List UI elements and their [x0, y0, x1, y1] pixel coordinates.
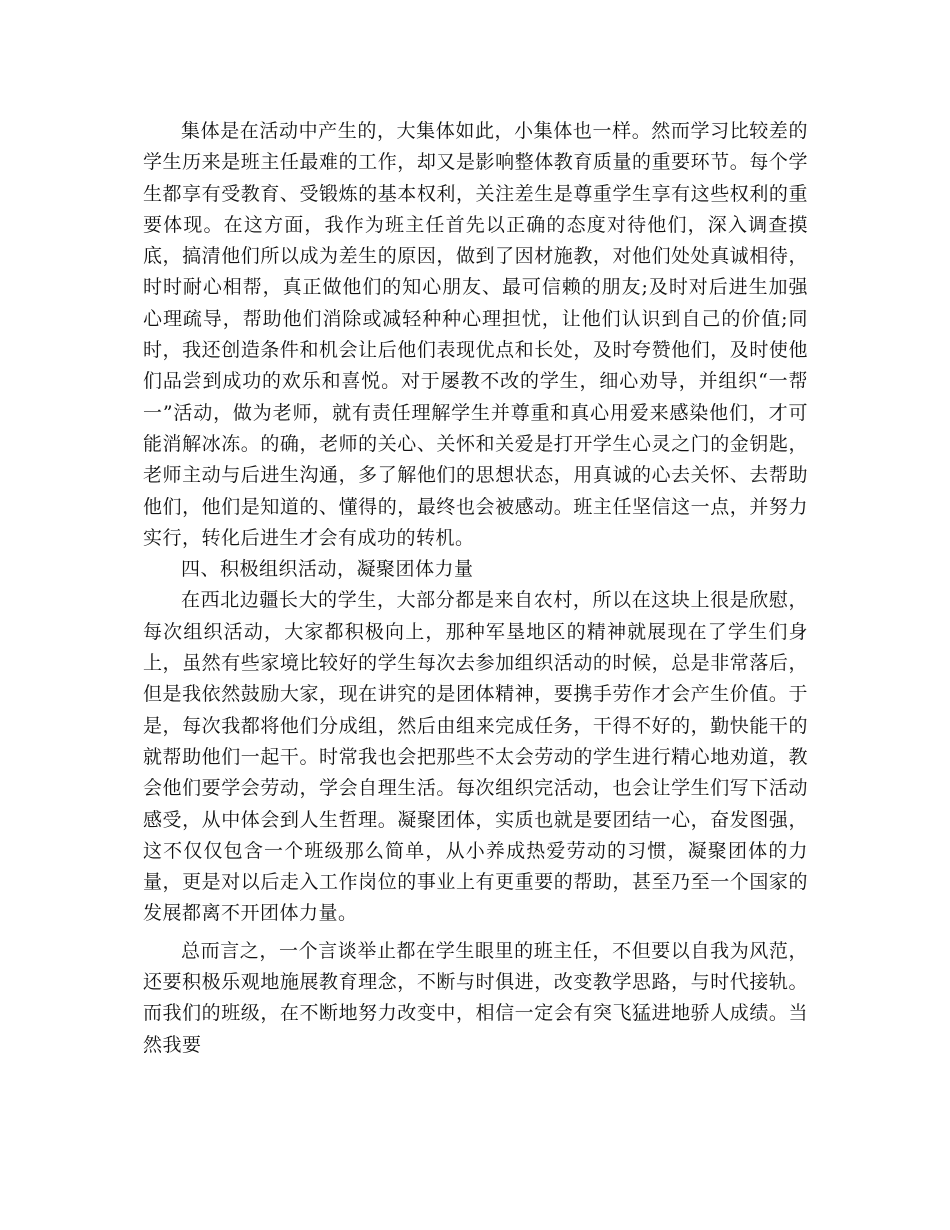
paragraph-backward-students: 集体是在活动中产生的，大集体如此，小集体也一样。然而学习比较差的学生历来是班主任最难的工作，却又是影响整体教育质量的重要环节。每个学生都享有受教育、受锻炼的基本权利，关注差生是尊重学生享有这些权利的重要体现。在这方面，我作为班主任首先以正确的态度对待他们，深入调查摸底，搞清他们所以成为差生的原因，做到了因材施教，对他们处处真诚相待，时时耐心相帮，真正做他们的知心朋友、最可信赖的朋友;及时对后进生加强心理疏导，帮助他们消除或减轻种种心理担忧，让他们认识到自己的价值;同时，我还创造条件和机会让后他们表现优点和长处，及时夸赞他们，及时使他们品尝到成功的欢乐和喜悦。对于屡教不改的学生，细心劝导，并组织“一帮一”活动，做为老师，就有责任理解学生并尊重和真心用爱来感染他们，才可能消解冰冻。的确，老师的关心、关怀和关爱是打开学生心灵之门的金钥匙，老师主动与后进生沟通，多了解他们的思想状态，用真诚的心去关怀、去帮助他们，他们是知道的、懂得的，最终也会被感动。班主任坚信这一点，并努力实行，转化后进生才会有成功的转机。 — [143, 120, 808, 549]
paragraph-conclusion: 总而言之，一个言谈举止都在学生眼里的班主任，不但要以自我为风范，还要积极乐观地施展教育理念，不断与时俱进，改变教学思路，与时代接轨。而我们的班级，在不断地努力改变中，相信一定会有突飞猛进地骄人成绩。当然我要 — [143, 939, 808, 1056]
document-body — [143, 116, 808, 1061]
section-heading-organize-activities: 四、积极组织活动，凝聚团体力量 — [181, 558, 474, 581]
paragraph-team-activities: 在西北边疆长大的学生，大部分都是来自农村，所以在这块上很是欣慰，每次组织活动，大家都积极向上，那种军垦地区的精神就展现在了学生们身上，虽然有些家境比较好的学生每次去参加组织活动的时候，总是非常落后，但是我依然鼓励大家，现在讲究的是团体精神，要携手劳作才会产生价值。于是，每次我都将他们分成组，然后由组来完成任务，干得不好的，勤快能干的就帮助他们一起干。时常我也会把那些不太会劳动的学生进行精心地劝道，教会他们要学会劳动，学会自理生活。每次组织完活动，也会让学生们写下活动感受，从中体会到人生哲理。凝聚团体，实质也就是要团结一心，奋发图强，这不仅仅包含一个班级那么简单，从小养成热爱劳动的习惯，凝聚团体的力量，更是对以后走入工作岗位的事业上有更重要的帮助，甚至乃至一个国家的发展都离不开团体力量。 — [143, 589, 808, 925]
